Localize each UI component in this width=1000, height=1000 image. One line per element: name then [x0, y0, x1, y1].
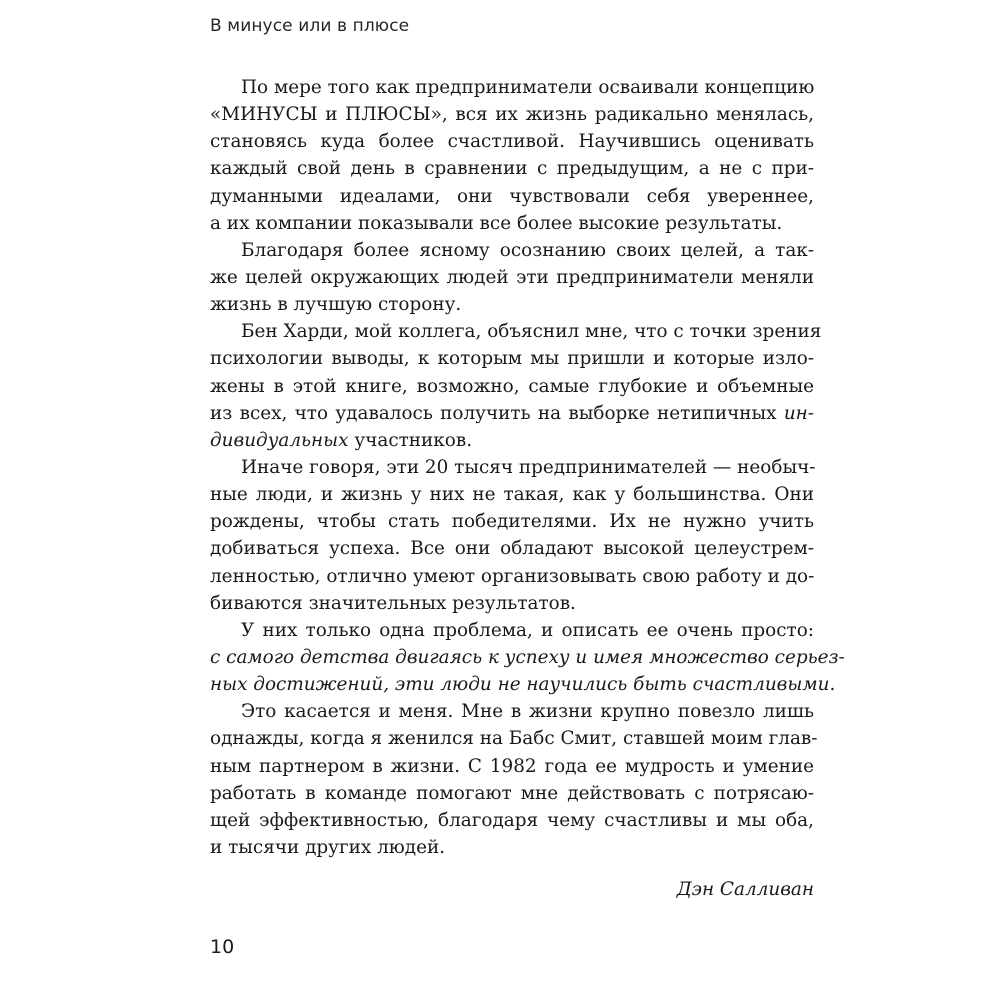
paragraph-4-line: [210, 454, 814, 481]
text-run: ленностью, отлично умеют организовывать свою работу и до-: [210, 565, 815, 587]
paragraph-6-line: [210, 698, 814, 725]
paragraph-1-line: [210, 210, 814, 237]
author-signature: Дэн Салливан: [676, 879, 814, 900]
paragraph-5-line: [210, 617, 814, 644]
paragraph-6-line: [210, 725, 818, 752]
italic-text: ных достижений, эти люди не научились быть счастливыми: [210, 674, 830, 696]
paragraph-2-line: [210, 237, 814, 264]
text-run: щей эффективностью, благодаря чему счастливы и мы оба,: [210, 809, 814, 831]
text-run: ным партнером в жизни. С 1982 года ее мудрость и умение: [210, 755, 814, 777]
paragraph-2-line: [210, 291, 814, 318]
text-run: а их компании показывали все более высокие результаты.: [210, 212, 783, 234]
paragraph-1-line: [210, 128, 814, 155]
paragraph-1-line: [210, 155, 814, 182]
paragraph-3-line: [210, 427, 814, 454]
text-run: психологии выводы, к которым мы пришли и которые изло-: [210, 348, 814, 370]
paragraph-3-line: [210, 400, 814, 427]
text-run: .: [829, 674, 836, 696]
text-run: жизнь в лучшую сторону.: [210, 294, 462, 316]
paragraph-5-line: [210, 671, 836, 698]
text-run: «МИНУСЫ и ПЛЮСЫ», вся их жизнь радикально менялась,: [210, 104, 814, 126]
text-run: жены в этой книге, возможно, самые глубокие и объемные: [210, 375, 814, 397]
paragraph-1-line: [210, 101, 814, 128]
paragraph-2-line: [210, 264, 814, 291]
text-run: и тысячи других людей.: [210, 836, 446, 858]
running-header: В минусе или в плюсе: [210, 16, 410, 36]
body-text: [210, 74, 845, 861]
paragraph-4-line: [210, 590, 814, 617]
paragraph-3-line: [210, 345, 814, 372]
italic-text: дивидуальных: [210, 429, 349, 451]
text-run: рождены, чтобы стать победителями. Их не нужно учить: [210, 511, 814, 533]
text-run: каждый свой день в сравнении с предыдущим, а не с при-: [210, 158, 814, 180]
text-run: биваются значительных результатов.: [210, 592, 576, 614]
text-run: однажды, когда я женился на Бабс Смит, ставшей моим глав-: [210, 728, 818, 750]
paragraph-1-line: [210, 183, 814, 210]
paragraph-4-line: [210, 563, 814, 590]
text-run: По мере того как предприниматели осваивали концепцию: [241, 77, 815, 98]
page-number: 10: [210, 936, 235, 958]
text-run: Благодаря более ясному осознанию своих целей, а так-: [241, 239, 814, 261]
text-run: работать в команде помогают мне действовать с потрясаю-: [210, 782, 814, 804]
paragraph-6-line: [210, 807, 814, 834]
paragraph-3-line: [210, 373, 814, 400]
paragraph-4-line: [210, 535, 814, 562]
paragraph-4-line: [210, 508, 814, 535]
text-run: участников.: [348, 429, 473, 451]
paragraph-6-line: [210, 753, 814, 780]
paragraph-6-line: [210, 780, 814, 807]
text-run: думанными идеалами, они чувствовали себя увереннее,: [210, 185, 814, 207]
text-run: Иначе говоря, эти 20 тысяч предпринимателей — необыч-: [241, 456, 816, 478]
text-run: Это касается и меня. Мне в жизни крупно повезло лишь: [241, 701, 814, 723]
text-run: добиваться успеха. Все они обладают высокой целеустрем-: [210, 538, 814, 560]
text-run: У них только одна проблема, и описать ее очень просто:: [241, 619, 814, 641]
paragraph-5-line: [210, 644, 845, 671]
text-run: Бен Харди, мой коллега, объяснил мне, что с точки зрения: [241, 321, 822, 343]
paragraph-1-line: [210, 74, 814, 101]
paragraph-4-line: [210, 481, 814, 508]
text-run: ные люди, и жизнь у них не такая, как у большинства. Они: [210, 484, 814, 506]
paragraph-3-line: [210, 318, 822, 345]
text-run: же целей окружающих людей эти предприниматели меняли: [210, 266, 814, 288]
italic-text: с самого детства двигаясь к успеху и имея множество серьез-: [210, 646, 845, 668]
text-run: становясь куда более счастливой. Научившись оценивать: [210, 131, 814, 153]
paragraph-6-line: [210, 834, 814, 861]
italic-text: ин-: [783, 402, 814, 424]
text-run: из всех, что удавалось получить на выборке нетипичных: [210, 402, 784, 424]
